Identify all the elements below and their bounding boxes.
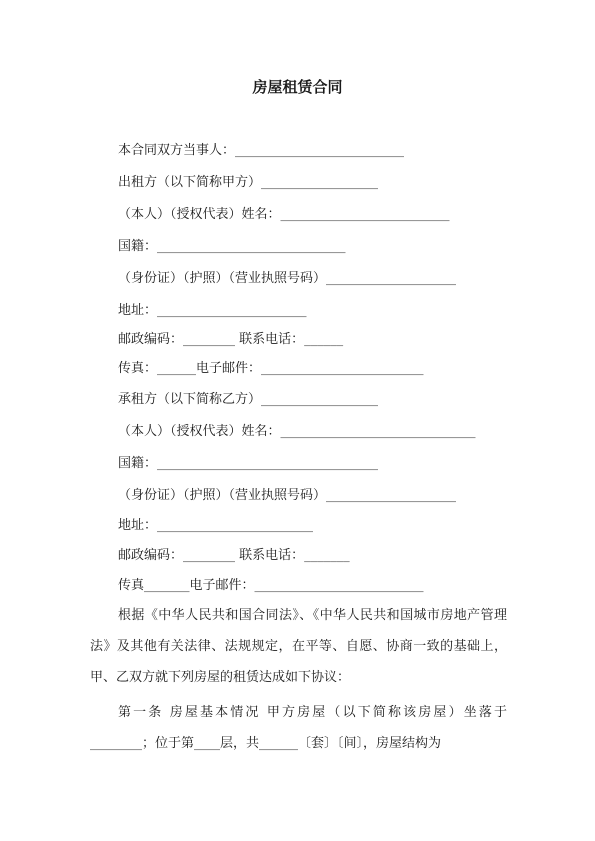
party-line-lessor-name: （本人）（授权代表）姓名：__________________________ [118,207,450,222]
party-line-lessee-nationality: 国籍：__________________________________ [118,456,379,471]
party-line-lessor-nationality: 国籍：_____________________________ [118,239,346,254]
party-line-lessor-address: 地址：_______________________ [118,303,307,318]
document-title: 房屋租赁合同 [252,78,343,96]
party-line-lessee: 承租方（以下简称乙方）__________________ [118,392,379,407]
party-line-lessor-postcode-phone: 邮政编码：________ 联系电话：______ [118,332,344,347]
party-line-lessee-address: 地址：________________________ [118,518,314,533]
party-line-lessee-fax-email: 传真_______电子邮件：__________________________ [118,578,424,593]
preamble-paragraph: 根据《中华人民共和国合同法》、《中华人民共和国城市房地产管理法》及其他有关法律、法规规定，在平等、自愿、协商一致的基础上，甲、乙双方就下列房屋的租赁达成如下协议： [90,608,507,685]
party-line-lessee-name: （本人）（授权代表）姓名：______________________________ [118,424,476,439]
party-line-lessee-id: （身份证）（护照）（营业执照号码）____________________ [118,488,457,503]
party-line-lessor-id: （身份证）（护照）（营业执照号码）____________________ [118,271,457,286]
party-line-lessor: 出租方（以下简称甲方）__________________ [118,175,379,190]
party-line-lessee-postcode-phone: 邮政编码：________ 联系电话：_______ [118,548,350,563]
party-line-lessor-fax-email: 传真：______电子邮件：_________________________ [118,361,424,376]
party-line-parties: 本合同双方当事人：__________________________ [118,143,405,158]
article-one-paragraph: 第一条 房屋基本情况 甲方房屋（以下简称该房屋）坐落于________；位于第____层，共______〔套〕〔间〕，房屋结构为 [90,705,507,751]
